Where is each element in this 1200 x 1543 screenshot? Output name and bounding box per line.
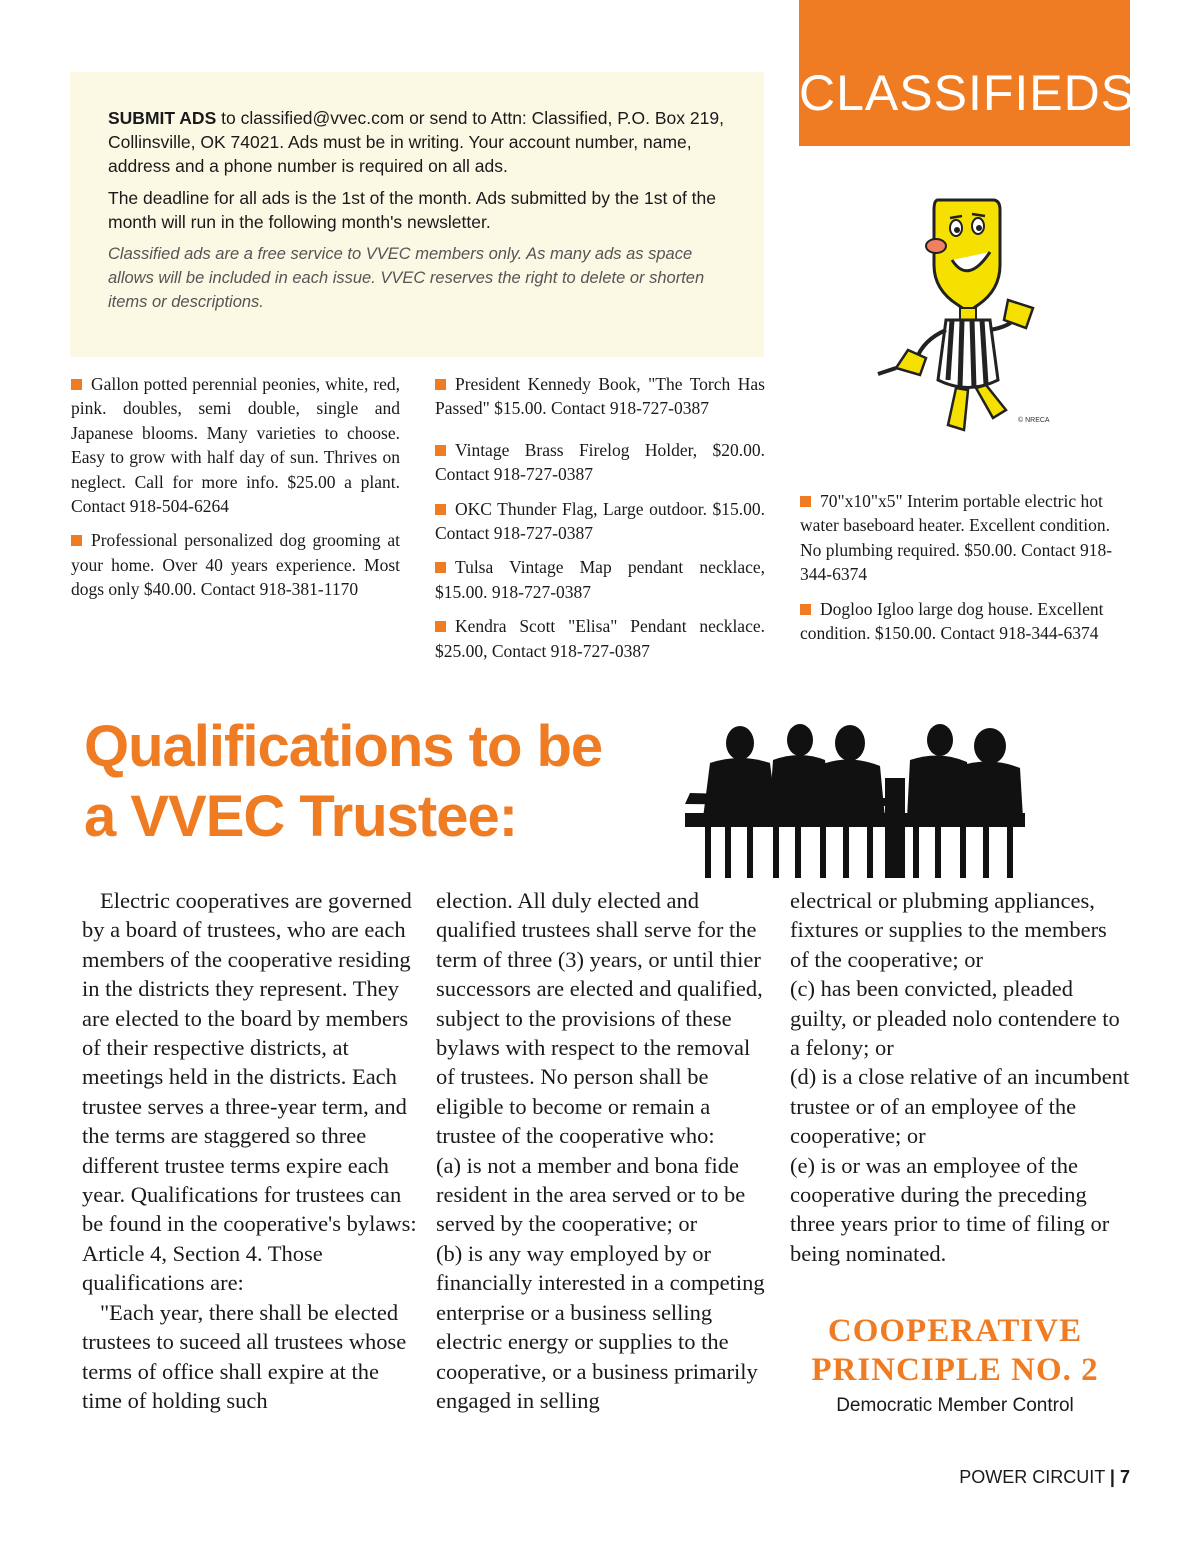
ad-text: Vintage Brass Firelog Holder, $20.00. Contact 918-727-0387 bbox=[435, 439, 765, 485]
qualification-item: (a) is not a member and bona fide resident in the area served or to be served by the cooperative; or bbox=[436, 1152, 746, 1237]
mascot-credit: © NRECA bbox=[1018, 417, 1050, 424]
deadline-text: The deadline for all ads is the 1st of the month. Ads submitted by the 1st of the month will run in the following month's newsletter. bbox=[108, 188, 716, 232]
article-column-2 bbox=[436, 886, 771, 1415]
bullet-square-icon bbox=[435, 379, 446, 390]
classified-ad bbox=[435, 372, 765, 421]
headline-line-2: a VVEC Trustee: bbox=[84, 784, 518, 849]
ad-text: Gallon potted perennial peonies, white, red, pink. doubles, semi double, single and Japanese blooms. Many varieties to choose. Easy to grow with half day of sun. Thrives on neglect. Call for more info. $25.00 a plant. Contact 918-504-6264 bbox=[71, 374, 400, 517]
classified-ad bbox=[435, 438, 765, 487]
qualification-item: (d) is a close relative of an incumbent trustee or of an employee of the cooperative; or bbox=[790, 1064, 1130, 1149]
ads-column-1 bbox=[71, 372, 400, 612]
ad-text: 70"x10"x5" Interim portable electric hot water baseboard heater. Excellent condition. No plumbing required. $50.00. Contact 918-344-6374 bbox=[800, 491, 1113, 585]
board-meeting-silhouette bbox=[685, 718, 1025, 878]
page-number: 7 bbox=[1119, 1467, 1130, 1487]
footer-separator: | bbox=[1109, 1467, 1115, 1487]
section-title: CLASSIFIEDS bbox=[799, 65, 1136, 121]
ad-text: Kendra Scott "Elisa" Pendant necklace. $25.00, Contact 918-727-0387 bbox=[435, 616, 765, 661]
ad-text: Professional personalized dog grooming at your home. Over 40 years experience. Most dogs only $40.00. Contact 918-381-1170 bbox=[71, 530, 400, 600]
service-note: Classified ads are a free service to VVEC members only. As many ads as space allows will be included in each issue. VVEC reserves the right to delete or shorten items or descriptions. bbox=[108, 245, 705, 311]
submit-ads-box bbox=[70, 72, 764, 357]
classified-ad bbox=[71, 528, 400, 601]
principle-line-1: COOPERATIVE bbox=[827, 1313, 1083, 1349]
article-paragraph: election. All duly elected and qualified trustees shall serve for the term of three (3) years, or until thier successors are elected and qualified, subject to the provisions of these bylaws with respect to the removal of trustees. No person shall be eligible to become or remain a trustee of the cooperative who: bbox=[436, 888, 763, 1149]
classified-ad bbox=[435, 555, 765, 604]
article-paragraph: Electric cooperatives are governed by a board of trustees, who are each members of the cooperative residing in the districts they represent. They are elected to the board by members of their respective districts, at meetings held in the districts. Each trustee serves a three-year term, and the terms are staggered so three different trustee terms expire each year. Qualifications for trustees can be found in the cooperative's bylaws: Article 4, Section 4. Those qualifications are: bbox=[82, 888, 417, 1296]
bullet-square-icon bbox=[435, 562, 446, 573]
article-column-3 bbox=[790, 886, 1130, 1268]
ad-text: Dogloo Igloo large dog house. Excellent condition. $150.00. Contact 918-344-6374 bbox=[800, 598, 1104, 644]
submit-lead: SUBMIT ADS bbox=[108, 108, 217, 128]
article-headline bbox=[84, 712, 684, 852]
mascot-illustration bbox=[868, 190, 1068, 445]
ads-column-2 bbox=[435, 372, 765, 673]
qualification-item: (e) is or was an employee of the cooperative during the preceding three years prior to time of filing or being nominated. bbox=[790, 1152, 1110, 1266]
page-footer bbox=[900, 1467, 1130, 1488]
bullet-square-icon bbox=[800, 496, 811, 507]
classified-ad bbox=[71, 372, 400, 518]
publication-name: POWER CIRCUIT bbox=[959, 1467, 1105, 1487]
bullet-square-icon bbox=[435, 621, 446, 632]
ad-text: President Kennedy Book, "The Torch Has Passed" $15.00. Contact 918-727-0387 bbox=[435, 374, 765, 419]
principle-line-2: PRINCIPLE NO. 2 bbox=[811, 1352, 1099, 1388]
qualification-item: (b) is any way employed by or financially interested in a competing enterprise or a business selling electric energy or supplies to the cooperative, or a business primarily engaged in selling bbox=[436, 1240, 765, 1413]
classified-ad bbox=[435, 614, 765, 663]
qualification-item: (c) has been convicted, pleaded guilty, or pleaded nolo contendere to a felony; or bbox=[790, 976, 1120, 1061]
article-paragraph: "Each year, there shall be elected trustees to suceed all trustees whose terms of office shall expire at the time of holding such bbox=[82, 1299, 407, 1413]
bullet-square-icon bbox=[71, 535, 82, 546]
headline-line-1: Qualifications to be bbox=[84, 714, 603, 779]
article-column-1 bbox=[82, 886, 417, 1415]
ad-text: Tulsa Vintage Map pendant necklace, $15.00. 918-727-0387 bbox=[435, 557, 765, 602]
submit-text: to classified@vvec.com or send to Attn: Classified, P.O. Box 219, Collinsville, OK 74021. Ads must be in writing. Your account number, name, address and a phone number is required on all ads. bbox=[108, 108, 724, 176]
classified-ad bbox=[435, 497, 765, 546]
ads-column-3 bbox=[800, 489, 1130, 655]
bullet-square-icon bbox=[435, 445, 446, 456]
ad-text: OKC Thunder Flag, Large outdoor. $15.00. Contact 918-727-0387 bbox=[435, 498, 765, 544]
classified-ad bbox=[800, 489, 1130, 587]
bullet-square-icon bbox=[71, 379, 82, 390]
principle-title bbox=[780, 1312, 1130, 1390]
bullet-square-icon bbox=[800, 604, 811, 615]
classified-ad bbox=[800, 597, 1130, 646]
principle-subtitle: Democratic Member Control bbox=[836, 1395, 1074, 1416]
bullet-square-icon bbox=[435, 504, 446, 515]
article-paragraph: electrical or plubming appliances, fixtures or supplies to the members of the cooperative; or bbox=[790, 888, 1107, 972]
submit-instructions bbox=[108, 106, 724, 178]
